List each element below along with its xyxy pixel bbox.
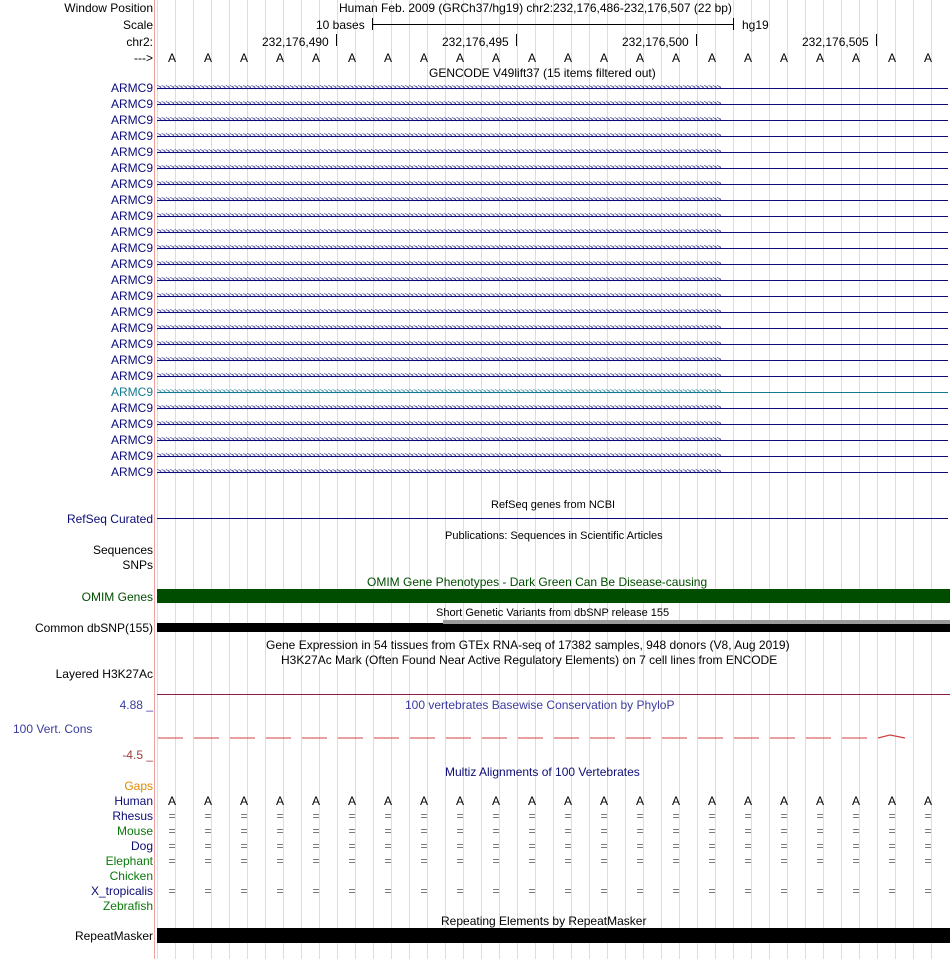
alignment-cell: =	[240, 824, 248, 838]
gene-strand-arrows: >>>>>>>>>>>>>>>>>>>>>>>>>>>>>>>>>>>>>>>>>>>>>>>>>>>>>>>>>>>>>>>>>>>>>>>>>>>>>>>>>>>>>>>>>>>>>>>>>>>>>>>>>>>>>>>>>>>>>>>>>>>>>>>>>>>>	[157, 467, 721, 476]
alignment-cell: =	[168, 839, 176, 853]
gene-label[interactable]: ARMC9	[110, 113, 153, 127]
grid-line	[409, 0, 410, 959]
alignment-cell: =	[816, 854, 824, 868]
gene-label[interactable]: ARMC9	[110, 129, 153, 143]
gene-label[interactable]: ARMC9	[110, 353, 153, 367]
alignment-cell: A	[887, 794, 896, 808]
base-letter: A	[563, 51, 572, 65]
alignment-cell: =	[600, 884, 608, 898]
alignment-cell: =	[636, 809, 644, 823]
alignment-cell: =	[276, 824, 284, 838]
species-label[interactable]: Dog	[130, 839, 153, 853]
alignment-cell: =	[456, 884, 464, 898]
alignment-cell: =	[204, 854, 212, 868]
dbsnp-track-title: Short Genetic Variants from dbSNP release 155	[436, 607, 670, 619]
alignment-cell: =	[852, 809, 860, 823]
h3k27-baseline	[157, 694, 950, 695]
alignment-cell: =	[348, 809, 356, 823]
alignment-cell: =	[240, 839, 248, 853]
gene-label[interactable]: ARMC9	[110, 145, 153, 159]
h3k27-label[interactable]: Layered H3K27Ac	[55, 667, 153, 681]
alignment-cell: =	[312, 884, 320, 898]
dbsnp-feature-bar[interactable]	[157, 623, 950, 632]
multiz-track-title: Multiz Alignments of 100 Vertebrates	[445, 765, 640, 779]
alignment-cell: =	[852, 884, 860, 898]
omim-track-title: OMIM Gene Phenotypes - Dark Green Can Be Disease-causing	[367, 575, 708, 589]
alignment-cell: =	[924, 824, 932, 838]
alignment-cell: =	[456, 839, 464, 853]
alignment-cell: =	[708, 854, 716, 868]
alignment-cell: =	[636, 839, 644, 853]
grid-line	[841, 0, 842, 959]
grid-line	[589, 0, 590, 959]
alignment-cell: =	[672, 884, 680, 898]
alignment-cell: A	[491, 794, 500, 808]
label-divider	[154, 0, 155, 959]
gene-label[interactable]: ARMC9	[110, 417, 153, 431]
gene-label[interactable]: ARMC9	[110, 209, 153, 223]
alignment-cell: =	[564, 854, 572, 868]
strand-label: --->	[134, 51, 153, 65]
cons-peak	[878, 735, 905, 738]
gene-label[interactable]: ARMC9	[110, 385, 153, 399]
gene-strand-arrows: >>>>>>>>>>>>>>>>>>>>>>>>>>>>>>>>>>>>>>>>>>>>>>>>>>>>>>>>>>>>>>>>>>>>>>>>>>>>>>>>>>>>>>>>>>>>>>>>>>>>>>>>>>>>>>>>>>>>>>>>>>>>>>>>>>>>	[157, 163, 721, 172]
base-letter: A	[923, 51, 932, 65]
gene-strand-arrows: >>>>>>>>>>>>>>>>>>>>>>>>>>>>>>>>>>>>>>>>>>>>>>>>>>>>>>>>>>>>>>>>>>>>>>>>>>>>>>>>>>>>>>>>>>>>>>>>>>>>>>>>>>>>>>>>>>>>>>>>>>>>>>>>>>>>	[157, 179, 721, 188]
alignment-cell: A	[383, 794, 392, 808]
alignment-cell: =	[744, 854, 752, 868]
alignment-cell: =	[708, 809, 716, 823]
alignment-cell: =	[636, 854, 644, 868]
gene-label[interactable]: ARMC9	[110, 289, 153, 303]
alignment-cell: =	[816, 809, 824, 823]
alignment-cell: =	[168, 809, 176, 823]
alignment-cell: =	[564, 809, 572, 823]
cons-max-label: 4.88 _	[119, 698, 153, 712]
base-letter: A	[743, 51, 752, 65]
base-letter: A	[383, 51, 392, 65]
alignment-cell: =	[420, 824, 428, 838]
alignment-cell: =	[348, 839, 356, 853]
gtex-track-title: Gene Expression in 54 tissues from GTEx RNA-seq of 17382 samples, 948 donors (V8, Aug 2019)	[266, 638, 790, 652]
pubs-snps-label[interactable]: SNPs	[122, 558, 153, 572]
alignment-cell: =	[888, 839, 896, 853]
grid-line	[373, 0, 374, 959]
scale-text: 10 bases	[316, 18, 365, 32]
alignment-cell: =	[780, 839, 788, 853]
alignment-cell: =	[240, 884, 248, 898]
gene-label[interactable]: ARMC9	[110, 321, 153, 335]
base-letter: A	[347, 51, 356, 65]
position-tick-1	[336, 34, 337, 46]
alignment-cell: =	[528, 839, 536, 853]
position-1: 232,176,490	[262, 35, 329, 49]
omim-label[interactable]: OMIM Genes	[81, 590, 153, 604]
repeatmasker-label[interactable]: RepeatMasker	[74, 929, 153, 943]
position-tick-3	[696, 34, 697, 46]
alignment-cell: =	[384, 839, 392, 853]
grid-line	[625, 0, 626, 959]
gene-label[interactable]: ARMC9	[110, 193, 153, 207]
grid-line	[805, 0, 806, 959]
pubs-sequences-label[interactable]: Sequences	[92, 543, 153, 557]
assembly-title: Human Feb. 2009 (GRCh37/hg19) chr2:232,176,486-232,176,507 (22 bp)	[339, 1, 732, 15]
gene-label[interactable]: ARMC9	[110, 449, 153, 463]
gene-strand-arrows: >>>>>>>>>>>>>>>>>>>>>>>>>>>>>>>>>>>>>>>>>>>>>>>>>>>>>>>>>>>>>>>>>>>>>>>>>>>>>>>>>>>>>>>>>>>>>>>>>>>>>>>>>>>>>>>>>>>>>>>>>>>>>>>>>>>>	[157, 371, 721, 380]
cons-plot	[157, 728, 950, 742]
alignment-cell: =	[312, 839, 320, 853]
alignment-cell: =	[492, 824, 500, 838]
gene-strand-arrows: >>>>>>>>>>>>>>>>>>>>>>>>>>>>>>>>>>>>>>>>>>>>>>>>>>>>>>>>>>>>>>>>>>>>>>>>>>>>>>>>>>>>>>>>>>>>>>>>>>>>>>>>>>>>>>>>>>>>>>>>>>>>>>>>>>>>	[157, 115, 721, 124]
position-tick-4	[876, 34, 877, 46]
grid-line	[913, 0, 914, 959]
scale-label: Scale	[122, 18, 153, 32]
base-letter: A	[779, 51, 788, 65]
gene-label[interactable]: ARMC9	[110, 401, 153, 415]
grid-line	[517, 0, 518, 959]
grid-line	[553, 0, 554, 959]
db-label: hg19	[742, 18, 769, 32]
alignment-cell: =	[600, 809, 608, 823]
alignment-cell: =	[384, 884, 392, 898]
alignment-cell: =	[780, 854, 788, 868]
base-letter: A	[275, 51, 284, 65]
grid-line	[769, 0, 770, 959]
gene-label[interactable]: ARMC9	[110, 161, 153, 175]
alignment-cell: A	[527, 794, 536, 808]
gene-label[interactable]: ARMC9	[110, 433, 153, 447]
alignment-cell: =	[744, 839, 752, 853]
alignment-cell: A	[599, 794, 608, 808]
alignment-cell: =	[384, 854, 392, 868]
gene-strand-arrows: >>>>>>>>>>>>>>>>>>>>>>>>>>>>>>>>>>>>>>>>>>>>>>>>>>>>>>>>>>>>>>>>>>>>>>>>>>>>>>>>>>>>>>>>>>>>>>>>>>>>>>>>>>>>>>>>>>>>>>>>>>>>>>>>>>>>	[157, 451, 721, 460]
grid-line	[229, 0, 230, 959]
base-letter: A	[311, 51, 320, 65]
gene-strand-arrows: >>>>>>>>>>>>>>>>>>>>>>>>>>>>>>>>>>>>>>>>>>>>>>>>>>>>>>>>>>>>>>>>>>>>>>>>>>>>>>>>>>>>>>>>>>>>>>>>>>>>>>>>>>>>>>>>>>>>>>>>>>>>>>>>>>>>	[157, 355, 721, 364]
species-label[interactable]: Rhesus	[112, 809, 153, 823]
pubs-track-title: Publications: Sequences in Scientific Articles	[445, 530, 663, 542]
h3k27-track-title: H3K27Ac Mark (Often Found Near Active Regulatory Elements) on 7 cell lines from ENCODE	[281, 653, 778, 667]
cons-track-title: 100 vertebrates Basewise Conservation by PhyloP	[405, 698, 675, 712]
grid-line	[877, 0, 878, 959]
alignment-cell: =	[528, 809, 536, 823]
alignment-cell: =	[312, 854, 320, 868]
repeat-track-title: Repeating Elements by RepeatMasker	[441, 914, 647, 928]
alignment-cell: =	[420, 839, 428, 853]
alignment-cell: =	[240, 809, 248, 823]
position-tick-2	[516, 34, 517, 46]
gene-label[interactable]: ARMC9	[110, 273, 153, 287]
refseq-track-line[interactable]	[157, 518, 948, 519]
grid-line	[697, 0, 698, 959]
alignment-cell: =	[744, 824, 752, 838]
species-label[interactable]: Mouse	[116, 824, 153, 838]
alignment-cell: =	[204, 839, 212, 853]
gene-strand-arrows: >>>>>>>>>>>>>>>>>>>>>>>>>>>>>>>>>>>>>>>>>>>>>>>>>>>>>>>>>>>>>>>>>>>>>>>>>>>>>>>>>>>>>>>>>>>>>>>>>>>>>>>>>>>>>>>>>>>>>>>>>>>>>>>>>>>>	[157, 131, 721, 140]
gene-label[interactable]: ARMC9	[110, 225, 153, 239]
base-letter: A	[635, 51, 644, 65]
base-letter: A	[887, 51, 896, 65]
gene-strand-arrows: >>>>>>>>>>>>>>>>>>>>>>>>>>>>>>>>>>>>>>>>>>>>>>>>>>>>>>>>>>>>>>>>>>>>>>>>>>>>>>>>>>>>>>>>>>>>>>>>>>>>>>>>>>>>>>>>>>>>>>>>>>>>>>>>>>>>	[157, 195, 721, 204]
alignment-cell: =	[852, 839, 860, 853]
window-position-label: Window Position	[64, 1, 153, 15]
alignment-cell: =	[276, 854, 284, 868]
alignment-cell: =	[528, 854, 536, 868]
alignment-cell: =	[492, 884, 500, 898]
species-label[interactable]: Human	[114, 794, 153, 808]
alignment-cell: =	[348, 884, 356, 898]
base-letter: A	[455, 51, 464, 65]
alignment-cell: =	[420, 884, 428, 898]
alignment-cell: =	[708, 884, 716, 898]
gene-strand-arrows: >>>>>>>>>>>>>>>>>>>>>>>>>>>>>>>>>>>>>>>>>>>>>>>>>>>>>>>>>>>>>>>>>>>>>>>>>>>>>>>>>>>>>>>>>>>>>>>>>>>>>>>>>>>>>>>>>>>>>>>>>>>>>>>>>>>>	[157, 99, 721, 108]
gene-strand-arrows: >>>>>>>>>>>>>>>>>>>>>>>>>>>>>>>>>>>>>>>>>>>>>>>>>>>>>>>>>>>>>>>>>>>>>>>>>>>>>>>>>>>>>>>>>>>>>>>>>>>>>>>>>>>>>>>>>>>>>>>>>>>>>>>>>>>>	[157, 147, 721, 156]
base-letter: A	[599, 51, 608, 65]
base-letter: A	[167, 51, 176, 65]
grid-line	[481, 0, 482, 959]
alignment-cell: =	[816, 824, 824, 838]
omim-feature-bar[interactable]	[157, 589, 950, 603]
gene-strand-arrows: >>>>>>>>>>>>>>>>>>>>>>>>>>>>>>>>>>>>>>>>>>>>>>>>>>>>>>>>>>>>>>>>>>>>>>>>>>>>>>>>>>>>>>>>>>>>>>>>>>>>>>>>>>>>>>>>>>>>>>>>>>>>>>>>>>>>	[157, 243, 721, 252]
alignment-cell: =	[456, 824, 464, 838]
alignment-cell: =	[816, 839, 824, 853]
alignment-cell: =	[744, 809, 752, 823]
gencode-track-title: GENCODE V49lift37 (15 items filtered out)	[429, 66, 656, 80]
gene-strand-arrows: >>>>>>>>>>>>>>>>>>>>>>>>>>>>>>>>>>>>>>>>>>>>>>>>>>>>>>>>>>>>>>>>>>>>>>>>>>>>>>>>>>>>>>>>>>>>>>>>>>>>>>>>>>>>>>>>>>>>>>>>>>>>>>>>>>>>	[157, 227, 721, 236]
base-letter: A	[491, 51, 500, 65]
alignment-cell: =	[456, 809, 464, 823]
alignment-cell: =	[564, 839, 572, 853]
alignment-cell: A	[851, 794, 860, 808]
alignment-cell: A	[239, 794, 248, 808]
gaps-label[interactable]: Gaps	[124, 779, 153, 793]
alignment-cell: =	[384, 824, 392, 838]
position-3: 232,176,500	[622, 35, 689, 49]
gene-strand-arrows: >>>>>>>>>>>>>>>>>>>>>>>>>>>>>>>>>>>>>>>>>>>>>>>>>>>>>>>>>>>>>>>>>>>>>>>>>>>>>>>>>>>>>>>>>>>>>>>>>>>>>>>>>>>>>>>>>>>>>>>>>>>>>>>>>>>>	[157, 387, 721, 396]
alignment-cell: =	[564, 884, 572, 898]
alignment-cell: =	[636, 884, 644, 898]
alignment-cell: =	[528, 824, 536, 838]
alignment-cell: =	[204, 824, 212, 838]
alignment-cell: =	[492, 839, 500, 853]
alignment-cell: A	[455, 794, 464, 808]
gene-strand-arrows: >>>>>>>>>>>>>>>>>>>>>>>>>>>>>>>>>>>>>>>>>>>>>>>>>>>>>>>>>>>>>>>>>>>>>>>>>>>>>>>>>>>>>>>>>>>>>>>>>>>>>>>>>>>>>>>>>>>>>>>>>>>>>>>>>>>>	[157, 291, 721, 300]
alignment-cell: =	[636, 824, 644, 838]
alignment-cell: =	[924, 884, 932, 898]
gene-label[interactable]: ARMC9	[110, 257, 153, 271]
scale-bar	[372, 24, 733, 25]
grid-line	[337, 0, 338, 959]
gene-label[interactable]: ARMC9	[110, 97, 153, 111]
gene-strand-arrows: >>>>>>>>>>>>>>>>>>>>>>>>>>>>>>>>>>>>>>>>>>>>>>>>>>>>>>>>>>>>>>>>>>>>>>>>>>>>>>>>>>>>>>>>>>>>>>>>>>>>>>>>>>>>>>>>>>>>>>>>>>>>>>>>>>>>	[157, 435, 721, 444]
alignment-cell: =	[888, 884, 896, 898]
alignment-cell: =	[672, 809, 680, 823]
gene-label[interactable]: ARMC9	[110, 465, 153, 479]
gene-label[interactable]: ARMC9	[110, 81, 153, 95]
base-letter: A	[203, 51, 212, 65]
alignment-cell: =	[852, 854, 860, 868]
alignment-cell: =	[780, 809, 788, 823]
chrom-label: chr2:	[126, 35, 153, 49]
gene-label[interactable]: ARMC9	[110, 337, 153, 351]
alignment-cell: =	[492, 854, 500, 868]
alignment-cell: =	[384, 809, 392, 823]
species-label[interactable]: Chicken	[109, 869, 153, 883]
scale-bar-end	[733, 18, 734, 30]
repeatmasker-feature-bar[interactable]	[157, 928, 950, 943]
alignment-cell: =	[276, 884, 284, 898]
base-letter: A	[707, 51, 716, 65]
alignment-cell: =	[168, 854, 176, 868]
dbsnp-feature-extension[interactable]	[443, 620, 950, 624]
gene-strand-arrows: >>>>>>>>>>>>>>>>>>>>>>>>>>>>>>>>>>>>>>>>>>>>>>>>>>>>>>>>>>>>>>>>>>>>>>>>>>>>>>>>>>>>>>>>>>>>>>>>>>>>>>>>>>>>>>>>>>>>>>>>>>>>>>>>>>>>	[157, 323, 721, 332]
alignment-cell: A	[815, 794, 824, 808]
alignment-cell: =	[348, 854, 356, 868]
alignment-cell: =	[204, 809, 212, 823]
alignment-cell: A	[671, 794, 680, 808]
refseq-track-title: RefSeq genes from NCBI	[491, 499, 616, 511]
grid-line	[193, 0, 194, 959]
position-4: 232,176,505	[802, 35, 869, 49]
alignment-cell: =	[240, 854, 248, 868]
gene-strand-arrows: >>>>>>>>>>>>>>>>>>>>>>>>>>>>>>>>>>>>>>>>>>>>>>>>>>>>>>>>>>>>>>>>>>>>>>>>>>>>>>>>>>>>>>>>>>>>>>>>>>>>>>>>>>>>>>>>>>>>>>>>>>>>>>>>>>>>	[157, 275, 721, 284]
alignment-cell: =	[708, 824, 716, 838]
base-letter: A	[527, 51, 536, 65]
gene-strand-arrows: >>>>>>>>>>>>>>>>>>>>>>>>>>>>>>>>>>>>>>>>>>>>>>>>>>>>>>>>>>>>>>>>>>>>>>>>>>>>>>>>>>>>>>>>>>>>>>>>>>>>>>>>>>>>>>>>>>>>>>>>>>>>>>>>>>>>	[157, 259, 721, 268]
alignment-cell: A	[923, 794, 932, 808]
species-label[interactable]: X_tropicalis	[90, 884, 153, 898]
alignment-cell: =	[852, 824, 860, 838]
alignment-cell: =	[672, 824, 680, 838]
alignment-cell: =	[276, 839, 284, 853]
grid-line	[445, 0, 446, 959]
gene-strand-arrows: >>>>>>>>>>>>>>>>>>>>>>>>>>>>>>>>>>>>>>>>>>>>>>>>>>>>>>>>>>>>>>>>>>>>>>>>>>>>>>>>>>>>>>>>>>>>>>>>>>>>>>>>>>>>>>>>>>>>>>>>>>>>>>>>>>>>	[157, 339, 721, 348]
alignment-cell: A	[347, 794, 356, 808]
alignment-cell: =	[168, 824, 176, 838]
alignment-cell: =	[708, 839, 716, 853]
alignment-cell: =	[420, 854, 428, 868]
alignment-cell: =	[312, 809, 320, 823]
gene-strand-arrows: >>>>>>>>>>>>>>>>>>>>>>>>>>>>>>>>>>>>>>>>>>>>>>>>>>>>>>>>>>>>>>>>>>>>>>>>>>>>>>>>>>>>>>>>>>>>>>>>>>>>>>>>>>>>>>>>>>>>>>>>>>>>>>>>>>>>	[157, 419, 721, 428]
gene-strand-arrows: >>>>>>>>>>>>>>>>>>>>>>>>>>>>>>>>>>>>>>>>>>>>>>>>>>>>>>>>>>>>>>>>>>>>>>>>>>>>>>>>>>>>>>>>>>>>>>>>>>>>>>>>>>>>>>>>>>>>>>>>>>>>>>>>>>>>	[157, 403, 721, 412]
gene-label[interactable]: ARMC9	[110, 177, 153, 191]
alignment-cell: =	[780, 824, 788, 838]
species-label[interactable]: Zebrafish	[102, 899, 153, 913]
alignment-cell: =	[600, 854, 608, 868]
alignment-cell: A	[707, 794, 716, 808]
scale-bar-start	[372, 18, 373, 30]
refseq-label[interactable]: RefSeq Curated	[66, 512, 153, 526]
alignment-cell: =	[312, 824, 320, 838]
base-letter: A	[671, 51, 680, 65]
alignment-cell: A	[275, 794, 284, 808]
grid-line	[265, 0, 266, 959]
alignment-cell: =	[780, 884, 788, 898]
alignment-cell: =	[924, 809, 932, 823]
base-letter: A	[239, 51, 248, 65]
alignment-cell: =	[456, 854, 464, 868]
grid-line	[661, 0, 662, 959]
gene-strand-arrows: >>>>>>>>>>>>>>>>>>>>>>>>>>>>>>>>>>>>>>>>>>>>>>>>>>>>>>>>>>>>>>>>>>>>>>>>>>>>>>>>>>>>>>>>>>>>>>>>>>>>>>>>>>>>>>>>>>>>>>>>>>>>>>>>>>>>	[157, 211, 721, 220]
position-2: 232,176,495	[442, 35, 509, 49]
alignment-cell: A	[419, 794, 428, 808]
alignment-cell: =	[924, 839, 932, 853]
alignment-cell: =	[888, 809, 896, 823]
gene-strand-arrows: >>>>>>>>>>>>>>>>>>>>>>>>>>>>>>>>>>>>>>>>>>>>>>>>>>>>>>>>>>>>>>>>>>>>>>>>>>>>>>>>>>>>>>>>>>>>>>>>>>>>>>>>>>>>>>>>>>>>>>>>>>>>>>>>>>>>	[157, 83, 721, 92]
grid-line	[157, 0, 158, 959]
alignment-cell: =	[420, 809, 428, 823]
alignment-cell: =	[600, 824, 608, 838]
alignment-cell: =	[276, 809, 284, 823]
alignment-cell: =	[528, 884, 536, 898]
base-letter: A	[419, 51, 428, 65]
alignment-cell: A	[167, 794, 176, 808]
dbsnp-label[interactable]: Common dbSNP(155)	[34, 621, 153, 635]
alignment-cell: A	[635, 794, 644, 808]
alignment-cell: =	[672, 839, 680, 853]
species-label[interactable]: Elephant	[105, 854, 153, 868]
alignment-cell: =	[204, 884, 212, 898]
alignment-cell: =	[888, 854, 896, 868]
alignment-cell: =	[492, 809, 500, 823]
cons-min-label: -4.5 _	[122, 748, 153, 762]
alignment-cell: =	[348, 824, 356, 838]
base-letter: A	[815, 51, 824, 65]
alignment-cell: A	[563, 794, 572, 808]
grid-line	[301, 0, 302, 959]
alignment-cell: =	[564, 824, 572, 838]
alignment-cell: =	[744, 884, 752, 898]
alignment-cell: =	[816, 884, 824, 898]
alignment-cell: =	[924, 854, 932, 868]
alignment-cell: =	[600, 839, 608, 853]
alignment-cell: A	[311, 794, 320, 808]
alignment-cell: A	[743, 794, 752, 808]
alignment-cell: A	[779, 794, 788, 808]
cons-label[interactable]: 100 Vert. Cons	[13, 722, 93, 736]
alignment-cell: =	[168, 884, 176, 898]
base-letter: A	[851, 51, 860, 65]
alignment-cell: =	[672, 854, 680, 868]
gene-label[interactable]: ARMC9	[110, 305, 153, 319]
alignment-cell: A	[203, 794, 212, 808]
gene-label[interactable]: ARMC9	[110, 241, 153, 255]
gene-label[interactable]: ARMC9	[110, 369, 153, 383]
gene-strand-arrows: >>>>>>>>>>>>>>>>>>>>>>>>>>>>>>>>>>>>>>>>>>>>>>>>>>>>>>>>>>>>>>>>>>>>>>>>>>>>>>>>>>>>>>>>>>>>>>>>>>>>>>>>>>>>>>>>>>>>>>>>>>>>>>>>>>>>	[157, 307, 721, 316]
grid-line	[733, 0, 734, 959]
alignment-cell: =	[888, 824, 896, 838]
